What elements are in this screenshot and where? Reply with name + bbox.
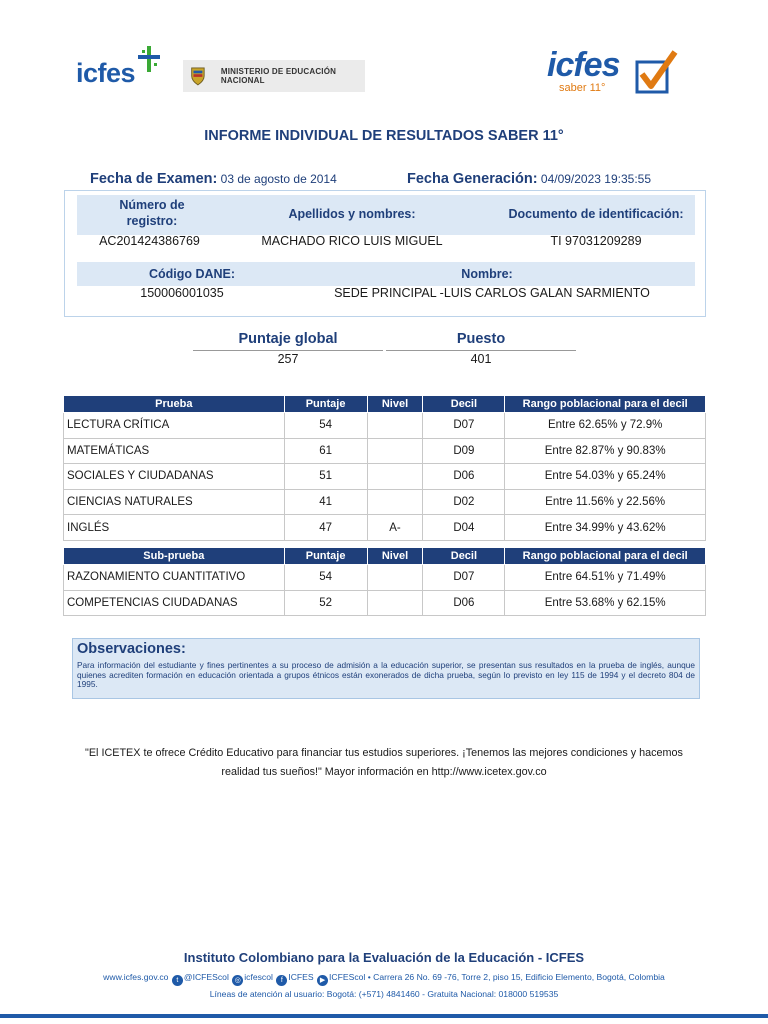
footer-contact-line bbox=[0, 972, 768, 986]
school-values-row bbox=[77, 286, 695, 306]
icetex-line-1: "El ICETEX te ofrece Crédito Educativo para financiar tus estudios superiores. ¡Tenemos las mejores condiciones y hacemos bbox=[85, 747, 683, 759]
observations-title: Observaciones: bbox=[77, 641, 186, 657]
global-score-divider bbox=[193, 350, 383, 351]
test-level bbox=[367, 489, 423, 515]
report-title: INFORME INDIVIDUAL DE RESULTADOS SABER 11° bbox=[204, 128, 564, 144]
test-score: 47 bbox=[284, 515, 367, 541]
youtube-icon: ▶ bbox=[317, 975, 328, 986]
checkmark-box-icon bbox=[633, 48, 681, 96]
test-name: SOCIALES Y CIUDADANAS bbox=[64, 464, 285, 490]
test-score: 54 bbox=[284, 413, 367, 439]
table-row bbox=[64, 489, 706, 515]
school-header-band bbox=[77, 262, 695, 286]
column-header-nivel: Nivel bbox=[367, 396, 423, 413]
footer-address: Carrera 26 No. 69 -76, Torre 2, piso 15, Edificio Elemento, Bogotá, Colombia bbox=[373, 972, 665, 982]
column-header-decil: Decil bbox=[423, 548, 505, 565]
generation-date-label: Fecha Generación: bbox=[407, 171, 538, 187]
table-row bbox=[64, 464, 706, 490]
test-decile: D07 bbox=[423, 413, 505, 439]
bullet-separator: • bbox=[367, 972, 374, 982]
icfes-star-icon bbox=[134, 44, 164, 78]
rank-label: Puesto bbox=[456, 331, 506, 347]
test-level bbox=[367, 413, 423, 439]
icetex-line-2: realidad tus sueños!" Mayor información en http://www.icetex.gov.co bbox=[221, 766, 547, 778]
facebook-icon: f bbox=[276, 975, 287, 986]
subtest-range: Entre 53.68% y 62.15% bbox=[505, 590, 706, 616]
global-score-value: 257 bbox=[277, 352, 299, 366]
footer-facebook[interactable]: ICFES bbox=[288, 972, 314, 982]
twitter-icon: t bbox=[172, 975, 183, 986]
generation-date-value: 04/09/2023 19:35:55 bbox=[540, 172, 651, 186]
test-decile: D04 bbox=[423, 515, 505, 541]
test-range: Entre 11.56% y 22.56% bbox=[505, 489, 706, 515]
column-header-subprueba: Sub-prueba bbox=[64, 548, 285, 565]
subtest-name: COMPETENCIAS CIUDADANAS bbox=[64, 590, 285, 616]
subtest-score: 54 bbox=[284, 565, 367, 591]
column-header-puntaje: Puntaje bbox=[284, 396, 367, 413]
test-range: Entre 82.87% y 90.83% bbox=[505, 438, 706, 464]
table-row bbox=[64, 590, 706, 616]
footer-twitter[interactable]: @ICFEScol bbox=[183, 972, 229, 982]
footer-instagram[interactable]: icfescol bbox=[244, 972, 273, 982]
test-name: CIENCIAS NATURALES bbox=[64, 489, 285, 515]
footer-phones: Líneas de atención al usuario: Bogotá: (+571) 4841460 - Gratuita Nacional: 018000 519535 bbox=[209, 989, 559, 999]
student-values-row bbox=[77, 234, 695, 254]
footer-bar bbox=[0, 1014, 768, 1018]
subtests-table bbox=[63, 547, 706, 616]
test-level bbox=[367, 438, 423, 464]
documento-label: Documento de identificación: bbox=[508, 207, 684, 221]
icfes-logo-text: icfes bbox=[76, 58, 136, 88]
subtest-decile: D06 bbox=[423, 590, 505, 616]
test-level bbox=[367, 464, 423, 490]
test-range: Entre 54.03% y 65.24% bbox=[505, 464, 706, 490]
ministerio-text: MINISTERIO DE EDUCACIÓN NACIONAL bbox=[220, 67, 337, 85]
test-name: LECTURA CRÍTICA bbox=[64, 413, 285, 439]
exam-date-value: 03 de agosto de 2014 bbox=[220, 172, 337, 186]
subtest-range: Entre 64.51% y 71.49% bbox=[505, 565, 706, 591]
column-header-decil: Decil bbox=[423, 396, 505, 413]
observations-text: Para información del estudiante y fines pertinentes a su proceso de admisión a la educación superior, se presentan sus resultados en la prueba de inglés, aunque quienes acrediten formación en educación orientada a grupos étnicos están exonerados de dicha prueba, según lo previsto en ley 115 de 1994 y el decreto 804 de 1995. bbox=[77, 660, 695, 690]
test-decile: D06 bbox=[423, 464, 505, 490]
table-row bbox=[64, 438, 706, 464]
nombres-value: MACHADO RICO LUIS MIGUEL bbox=[261, 234, 443, 248]
test-name: INGLÉS bbox=[64, 515, 285, 541]
test-decile: D02 bbox=[423, 489, 505, 515]
subtest-level bbox=[367, 590, 423, 616]
instagram-icon: ◎ bbox=[232, 975, 243, 986]
subtest-level bbox=[367, 565, 423, 591]
saber-logo-text: icfes bbox=[547, 46, 620, 84]
nombres-label: Apellidos y nombres: bbox=[288, 207, 416, 221]
subtest-decile: D07 bbox=[423, 565, 505, 591]
student-info-box bbox=[64, 190, 706, 317]
test-level: A- bbox=[367, 515, 423, 541]
rank-value: 401 bbox=[470, 352, 492, 366]
tests-table bbox=[63, 395, 706, 541]
column-header-rango: Rango poblacional para el decil bbox=[505, 548, 706, 565]
test-score: 41 bbox=[284, 489, 367, 515]
registro-value: AC201424386769 bbox=[99, 234, 200, 248]
ministerio-logo bbox=[183, 60, 365, 92]
column-header-puntaje: Puntaje bbox=[284, 548, 367, 565]
test-range: Entre 62.65% y 72.9% bbox=[505, 413, 706, 439]
test-score: 51 bbox=[284, 464, 367, 490]
rank-divider bbox=[386, 350, 576, 351]
test-decile: D09 bbox=[423, 438, 505, 464]
subtest-name: RAZONAMIENTO CUANTITATIVO bbox=[64, 565, 285, 591]
test-range: Entre 34.99% y 43.62% bbox=[505, 515, 706, 541]
icetex-notice bbox=[60, 744, 708, 782]
table-row bbox=[64, 565, 706, 591]
exam-date-label: Fecha de Examen: bbox=[90, 171, 218, 187]
table-row bbox=[64, 515, 706, 541]
school-name-value: SEDE PRINCIPAL -LUIS CARLOS GALAN SARMIENTO bbox=[334, 286, 650, 300]
exam-date bbox=[90, 171, 337, 187]
column-header-nivel: Nivel bbox=[367, 548, 423, 565]
documento-value: TI 97031209289 bbox=[550, 234, 642, 248]
registro-label: Número de registro: bbox=[119, 198, 185, 228]
footer-website-link[interactable]: www.icfes.gov.co bbox=[103, 972, 169, 982]
tests-table-header bbox=[64, 396, 706, 413]
subtest-score: 52 bbox=[284, 590, 367, 616]
generation-date bbox=[407, 171, 651, 187]
test-name: MATEMÁTICAS bbox=[64, 438, 285, 464]
icfes-saber11-logo bbox=[545, 46, 685, 98]
observations-box bbox=[72, 638, 700, 699]
dane-value: 150006001035 bbox=[140, 286, 224, 300]
colombia-coat-of-arms-icon bbox=[189, 65, 207, 87]
footer-youtube[interactable]: ICFEScol bbox=[329, 972, 366, 982]
icfes-logo bbox=[76, 44, 166, 94]
subtests-table-header bbox=[64, 548, 706, 565]
test-score: 61 bbox=[284, 438, 367, 464]
dane-label: Código DANE: bbox=[148, 267, 236, 281]
global-score-label: Puntaje global bbox=[238, 331, 338, 347]
school-name-label: Nombre: bbox=[461, 267, 513, 281]
saber-logo-subtitle: saber 11° bbox=[559, 82, 606, 94]
table-row bbox=[64, 413, 706, 439]
footer-title: Instituto Colombiano para la Evaluación de la Educación - ICFES bbox=[183, 950, 585, 965]
column-header-rango: Rango poblacional para el decil bbox=[505, 396, 706, 413]
student-header-band bbox=[77, 195, 695, 235]
column-header-prueba: Prueba bbox=[64, 396, 285, 413]
